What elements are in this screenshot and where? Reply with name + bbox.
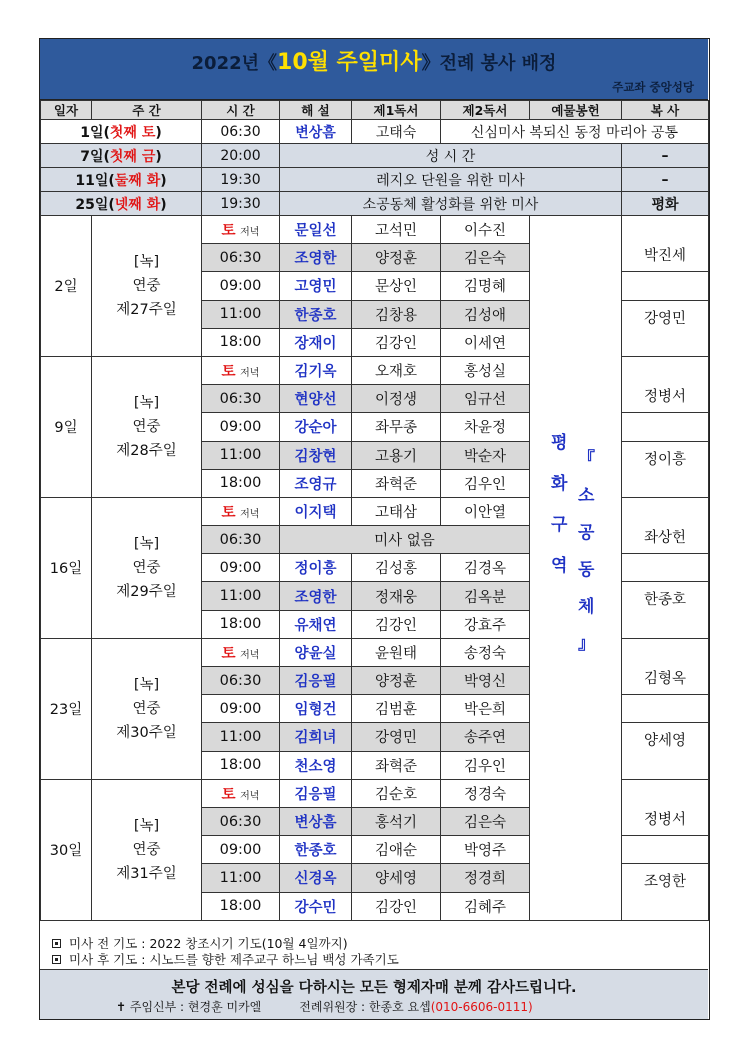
schedule-sheet — [39, 38, 710, 1020]
mass-time — [202, 356, 280, 384]
commentary-name: 고영민 — [280, 272, 352, 300]
special-time: 06:30 — [202, 120, 280, 144]
reading1-name: 홍석기 — [352, 807, 441, 835]
column-header: 시 간 — [202, 101, 280, 120]
mass-time — [202, 779, 280, 807]
reading2-name: 박영신 — [441, 667, 530, 695]
mass-time: 09:00 — [202, 413, 280, 441]
commentary-name: 김응필 — [280, 779, 352, 807]
special-mass-row — [41, 168, 709, 192]
special-date: 25일(넷째 화) — [41, 192, 202, 216]
prayer-notes — [40, 932, 708, 970]
column-header: 일자 — [41, 101, 92, 120]
reading2-name: 김옥분 — [441, 582, 530, 610]
server-name: 정병서 — [622, 779, 709, 835]
mass-time — [202, 638, 280, 666]
reading2-name: 이안열 — [441, 497, 530, 525]
sunday-date: 2일 — [41, 216, 92, 357]
commentary-name: 천소영 — [280, 751, 352, 779]
mass-time: 09:00 — [202, 554, 280, 582]
column-header: 제2독서 — [441, 101, 530, 120]
saturday-marker: 토 — [221, 645, 236, 662]
liturgical-week: [녹] 연중 제28주일 — [92, 356, 202, 497]
reading2-name: 송정숙 — [441, 638, 530, 666]
special-mass-row — [41, 120, 709, 144]
mass-time: 11:00 — [202, 441, 280, 469]
reading2-name: 김우인 — [441, 751, 530, 779]
page-title: 2022년《10월 주일미사》전례 봉사 배정 — [191, 50, 557, 75]
special-time: 19:30 — [202, 168, 280, 192]
commentary-name: 현양선 — [280, 385, 352, 413]
sunday-date: 30일 — [41, 779, 92, 920]
reading2-name: 박순자 — [441, 441, 530, 469]
reading1-name: 고석민 — [352, 216, 441, 244]
commentary-name: 조영한 — [280, 582, 352, 610]
server-spacer — [622, 554, 709, 582]
column-header: 해 설 — [280, 101, 352, 120]
mass-time: 11:00 — [202, 582, 280, 610]
liturgical-week: [녹] 연중 제30주일 — [92, 638, 202, 779]
reading2-name: 홍성실 — [441, 356, 530, 384]
thanks-message: 본당 전례에 성심을 다하시는 모든 형제자매 분께 감사드립니다. — [171, 980, 577, 996]
commentary-name: 신경옥 — [280, 864, 352, 892]
title-month: 10월 주일미사 — [277, 50, 422, 75]
column-header: 예물봉헌 — [530, 101, 622, 120]
reading1-name: 김성홍 — [352, 554, 441, 582]
commentary-name: 조영규 — [280, 469, 352, 497]
reading2-name: 강효주 — [441, 610, 530, 638]
mass-time: 11:00 — [202, 864, 280, 892]
saturday-marker: 토 — [221, 364, 236, 381]
commentary-name: 김희녀 — [280, 723, 352, 751]
schedule-table — [40, 100, 709, 921]
special-mass-name: 성 시 간 — [280, 144, 622, 168]
reading1-name: 강영민 — [352, 723, 441, 751]
mass-time: 09:00 — [202, 695, 280, 723]
mass-row — [41, 216, 709, 244]
special-mass-row — [41, 144, 709, 168]
reading1-name: 윤원태 — [352, 638, 441, 666]
mass-time: 18:00 — [202, 328, 280, 356]
commentary-name: 변상흠 — [280, 807, 352, 835]
server-name: 한종호 — [622, 582, 709, 638]
pastor-name: ✝ 주임신부 : 현경훈 미카엘 — [116, 1000, 262, 1014]
commentary-name: 변상흠 — [280, 120, 352, 144]
server-name: – — [622, 168, 709, 192]
liturgical-week: [녹] 연중 제27주일 — [92, 216, 202, 357]
mass-time: 18:00 — [202, 469, 280, 497]
commentary-name: 양윤실 — [280, 638, 352, 666]
mass-time: 09:00 — [202, 272, 280, 300]
liturgical-week: [녹] 연중 제29주일 — [92, 497, 202, 638]
mass-time: 18:00 — [202, 610, 280, 638]
special-mass-row — [41, 192, 709, 216]
reading2-name: 차윤정 — [441, 413, 530, 441]
mass-time — [202, 216, 280, 244]
reading1-name: 고태숙 — [352, 120, 441, 144]
saturday-marker: 토 — [221, 223, 236, 240]
commentary-name: 조영한 — [280, 244, 352, 272]
column-header: 제1독서 — [352, 101, 441, 120]
reading1-name: 김순호 — [352, 779, 441, 807]
mass-time: 06:30 — [202, 807, 280, 835]
mass-time — [202, 497, 280, 525]
commentary-name: 문일선 — [280, 216, 352, 244]
mass-time: 06:30 — [202, 667, 280, 695]
server-spacer — [622, 836, 709, 864]
square-bullet-icon — [52, 955, 61, 964]
commentary-name: 한종호 — [280, 300, 352, 328]
sunday-date: 23일 — [41, 638, 92, 779]
server-name: 좌상헌 — [622, 497, 709, 553]
reading1-name: 좌혁준 — [352, 751, 441, 779]
liturgical-week: [녹] 연중 제31주일 — [92, 779, 202, 920]
reading2-name: 송주연 — [441, 723, 530, 751]
server-spacer — [622, 413, 709, 441]
reading1-name: 김강인 — [352, 328, 441, 356]
reading2-name: 임규선 — [441, 385, 530, 413]
column-header: 주 간 — [92, 101, 202, 120]
commentary-name: 장재이 — [280, 328, 352, 356]
sunday-date: 9일 — [41, 356, 92, 497]
reading2-name: 박은희 — [441, 695, 530, 723]
reading1-name: 좌무종 — [352, 413, 441, 441]
reading1-name: 김창용 — [352, 300, 441, 328]
commentary-name: 김기옥 — [280, 356, 352, 384]
reading1-name: 양정훈 — [352, 244, 441, 272]
note-item: 미사 후 기도 : 시노드를 향한 제주교구 하느님 백성 가족기도 — [52, 952, 708, 968]
reading1-name: 고태삼 — [352, 497, 441, 525]
mass-time: 09:00 — [202, 836, 280, 864]
commentary-name: 정이흥 — [280, 554, 352, 582]
committee-head: 전례위원장 : 한종호 요셉 — [299, 1000, 431, 1014]
offering-group — [530, 216, 622, 921]
server-name: 정병서 — [622, 356, 709, 412]
commentary-name: 유채연 — [280, 610, 352, 638]
offering-vertical-text: 평 화 구 역 『 소 공 동 체 』 — [551, 433, 595, 654]
header-banner — [40, 39, 708, 100]
evening-label: 저녁 — [240, 368, 260, 380]
commentary-name: 강수민 — [280, 892, 352, 920]
reading1-name: 좌혁준 — [352, 469, 441, 497]
reading1-name: 김강인 — [352, 610, 441, 638]
server-name: – — [622, 144, 709, 168]
reading2-name: 정경숙 — [441, 779, 530, 807]
reading2-name: 김우인 — [441, 469, 530, 497]
reading1-name: 양세영 — [352, 864, 441, 892]
footer — [40, 970, 708, 1019]
server-name: 양세영 — [622, 723, 709, 779]
server-name: 박진세 — [622, 216, 709, 272]
reading2-name: 박영주 — [441, 836, 530, 864]
server-spacer — [622, 272, 709, 300]
commentary-name: 김응필 — [280, 667, 352, 695]
column-header: 복 사 — [622, 101, 709, 120]
signature-line: ✝ 주임신부 : 현경훈 미카엘 전례위원장 : 한종호 요셉(010-6606-0111) — [116, 1000, 533, 1014]
sunday-date: 16일 — [41, 497, 92, 638]
evening-label: 저녁 — [240, 508, 260, 520]
note-item: 미사 전 기도 : 2022 창조시기 기도(10월 4일까지) — [52, 936, 708, 952]
special-date: 11일(둘째 화) — [41, 168, 202, 192]
reading2-name: 이세연 — [441, 328, 530, 356]
church-name: 주교좌 중앙성당 — [612, 80, 694, 94]
server-name: 강영민 — [622, 300, 709, 356]
reading2-name: 김은숙 — [441, 244, 530, 272]
mass-time: 18:00 — [202, 751, 280, 779]
phone-number: 010-6606-0111 — [435, 1000, 529, 1014]
mass-time: 11:00 — [202, 300, 280, 328]
evening-label: 저녁 — [240, 227, 260, 239]
reading1-name: 문상인 — [352, 272, 441, 300]
special-date: 7일(첫째 금) — [41, 144, 202, 168]
mass-time: 11:00 — [202, 723, 280, 751]
reading2-name: 정경희 — [441, 864, 530, 892]
mass-time: 06:30 — [202, 385, 280, 413]
reading1-name: 김강인 — [352, 892, 441, 920]
reading1-name: 오재호 — [352, 356, 441, 384]
reading1-name: 정재웅 — [352, 582, 441, 610]
square-bullet-icon — [52, 939, 61, 948]
mass-time: 06:30 — [202, 244, 280, 272]
commentary-name: 임형건 — [280, 695, 352, 723]
saturday-marker: 토 — [221, 786, 236, 803]
server-spacer — [622, 695, 709, 723]
mass-time: 06:30 — [202, 526, 280, 554]
server-name: 조영한 — [622, 864, 709, 920]
reading2-name: 김명혜 — [441, 272, 530, 300]
evening-label: 저녁 — [240, 649, 260, 661]
commentary-name: 한종호 — [280, 836, 352, 864]
server-name: 김형옥 — [622, 638, 709, 694]
no-mass-notice: 미사 없음 — [280, 526, 530, 554]
reading1-name: 김애순 — [352, 836, 441, 864]
special-time: 19:30 — [202, 192, 280, 216]
commentary-name: 이지택 — [280, 497, 352, 525]
special-mass-name: 소공동체 활성화를 위한 미사 — [280, 192, 622, 216]
special-note: 신심미사 복되신 동정 마리아 공통 — [441, 120, 709, 144]
reading1-name: 김범훈 — [352, 695, 441, 723]
mass-time: 18:00 — [202, 892, 280, 920]
column-header-row — [41, 101, 709, 120]
reading2-name: 김경옥 — [441, 554, 530, 582]
reading2-name: 김은숙 — [441, 807, 530, 835]
reading1-name: 이정생 — [352, 385, 441, 413]
special-mass-name: 레지오 단원을 위한 미사 — [280, 168, 622, 192]
commentary-name: 김창현 — [280, 441, 352, 469]
special-time: 20:00 — [202, 144, 280, 168]
server-name: 평화 — [622, 192, 709, 216]
special-date: 1일(첫째 토) — [41, 120, 202, 144]
reading2-name: 김혜주 — [441, 892, 530, 920]
commentary-name: 강순아 — [280, 413, 352, 441]
reading2-name: 김성애 — [441, 300, 530, 328]
saturday-marker: 토 — [221, 504, 236, 521]
evening-label: 저녁 — [240, 790, 260, 802]
reading2-name: 이수진 — [441, 216, 530, 244]
server-name: 정이흥 — [622, 441, 709, 497]
reading1-name: 양정훈 — [352, 667, 441, 695]
reading1-name: 고용기 — [352, 441, 441, 469]
